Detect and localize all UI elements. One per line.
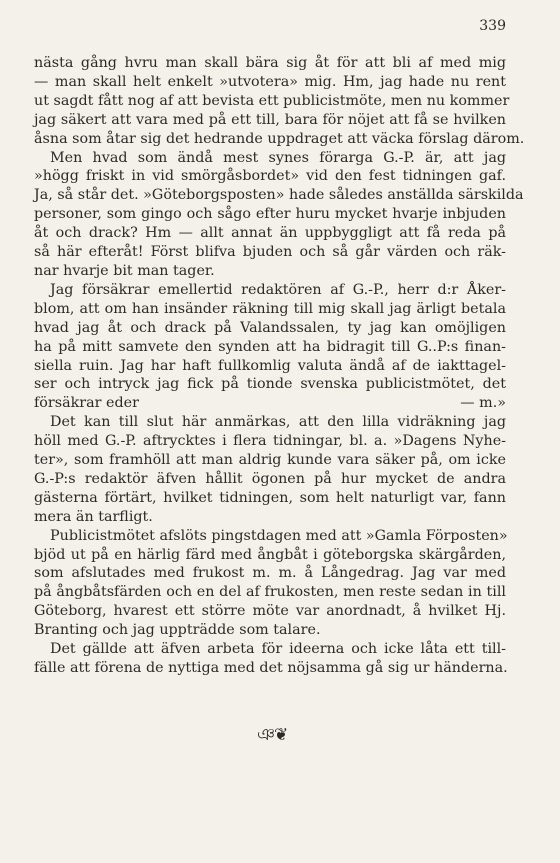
text-line: hvad jag åt och drack på Valandssalen, ty jag kan omöjligen bbox=[34, 319, 506, 336]
text-line: mera än tarfligt. bbox=[34, 508, 153, 525]
text-line: siella ruin. Jag har haft fullkomlig valuta ändå af de iakttagel- bbox=[34, 357, 506, 374]
text-line: fälle att förena de nyttiga med det nöjsamma gå sig ur händerna. bbox=[34, 660, 508, 676]
signoff-text: försäkrar eder bbox=[34, 395, 139, 412]
body-text bbox=[34, 54, 525, 678]
text-line: Men hvad som ändå mest synes förarga G.-P. är, att jag bbox=[50, 149, 506, 166]
text-line: åt och drack? Hm — allt annat än uppbyggligt att få reda på bbox=[34, 225, 506, 242]
text-line: ha på mitt samvete den synden att ha bidragit till G..P:s finan- bbox=[34, 338, 506, 355]
text-line: så här efteråt! Först blifva bjuden och så går värden och räk- bbox=[34, 244, 506, 261]
text-line: — man skall helt enkelt »utvotera» mig. Hm, jag hade nu rent bbox=[34, 73, 506, 90]
text-line: personer, som gingo och sågo efter huru mycket hvarje inbjuden bbox=[34, 206, 506, 223]
text-line: Publicistmötet afslöts pingstdagen med att »Gamla Förposten» bbox=[50, 527, 508, 544]
text-line: åsna som åtar sig det hedrande uppdraget att väcka förslag därom. bbox=[34, 130, 525, 147]
text-line: Det kan till slut här anmärkas, att den lilla vidräkning jag bbox=[50, 414, 506, 431]
text-line: ter», som framhöll att man aldrig kunde vara säker på, om icke bbox=[34, 452, 506, 469]
text-line: blom, att om han insänder räkning till mig skall jag ärligt betala bbox=[34, 300, 506, 317]
text-line: nästa gång hvru man skall bära sig åt för att bli af med mig bbox=[34, 55, 506, 71]
text-line: jag säkert att vara med på ett till, bara för nöjet att få se hvilken bbox=[34, 111, 506, 128]
text-line: bjöd ut på en härlig färd med ångbåt i göteborgska skärgården, bbox=[34, 546, 506, 563]
text-line: »högg friskt in vid smörgåsbordet» vid den fest tidningen gaf. bbox=[34, 168, 506, 185]
text-line: ut sagdt fått nog af att bevista ett publicistmöte, men nu kommer bbox=[34, 92, 510, 109]
page-number: 339 bbox=[479, 18, 506, 34]
text-line-signoff bbox=[34, 394, 506, 413]
text-line: höll med G.-P. aftrycktes i flera tidningar, bl. a. »Dagens Nyhe- bbox=[34, 433, 506, 450]
ornament-icon: ঞ❦ bbox=[257, 725, 288, 745]
text-line: Branting och jag uppträdde som talare. bbox=[34, 622, 321, 639]
text-line: ser och intryck jag fick på tionde svenska publicistmötet, det bbox=[34, 376, 506, 393]
text-line: G.-P:s redaktör äfven hållit ögonen på hur mycket de andra bbox=[34, 470, 506, 487]
text-line: Jag försäkrar emellertid redaktören af G.-P., herr d:r Åker- bbox=[50, 281, 506, 298]
text-line: Ja, så står det. »Göteborgsposten» hade således anställda särskilda bbox=[34, 187, 524, 204]
signoff-signature: — m.» bbox=[460, 395, 506, 412]
text-line: nar hvarje bit man tager. bbox=[34, 262, 215, 279]
text-line: Göteborg, hvarest ett större möte var anordnadt, å hvilket Hj. bbox=[34, 603, 506, 620]
text-line: på ångbåtsfärden och en del af frukosten, men reste sedan in till bbox=[34, 584, 506, 601]
text-line: Det gällde att äfven arbeta för ideerna och icke låta ett till- bbox=[50, 641, 506, 658]
text-line: gästerna förtärt, hvilket tidningen, som helt naturligt var, fann bbox=[34, 489, 506, 506]
text-line: som afslutades med frukost m. m. å Långedrag. Jag var med bbox=[34, 565, 506, 582]
